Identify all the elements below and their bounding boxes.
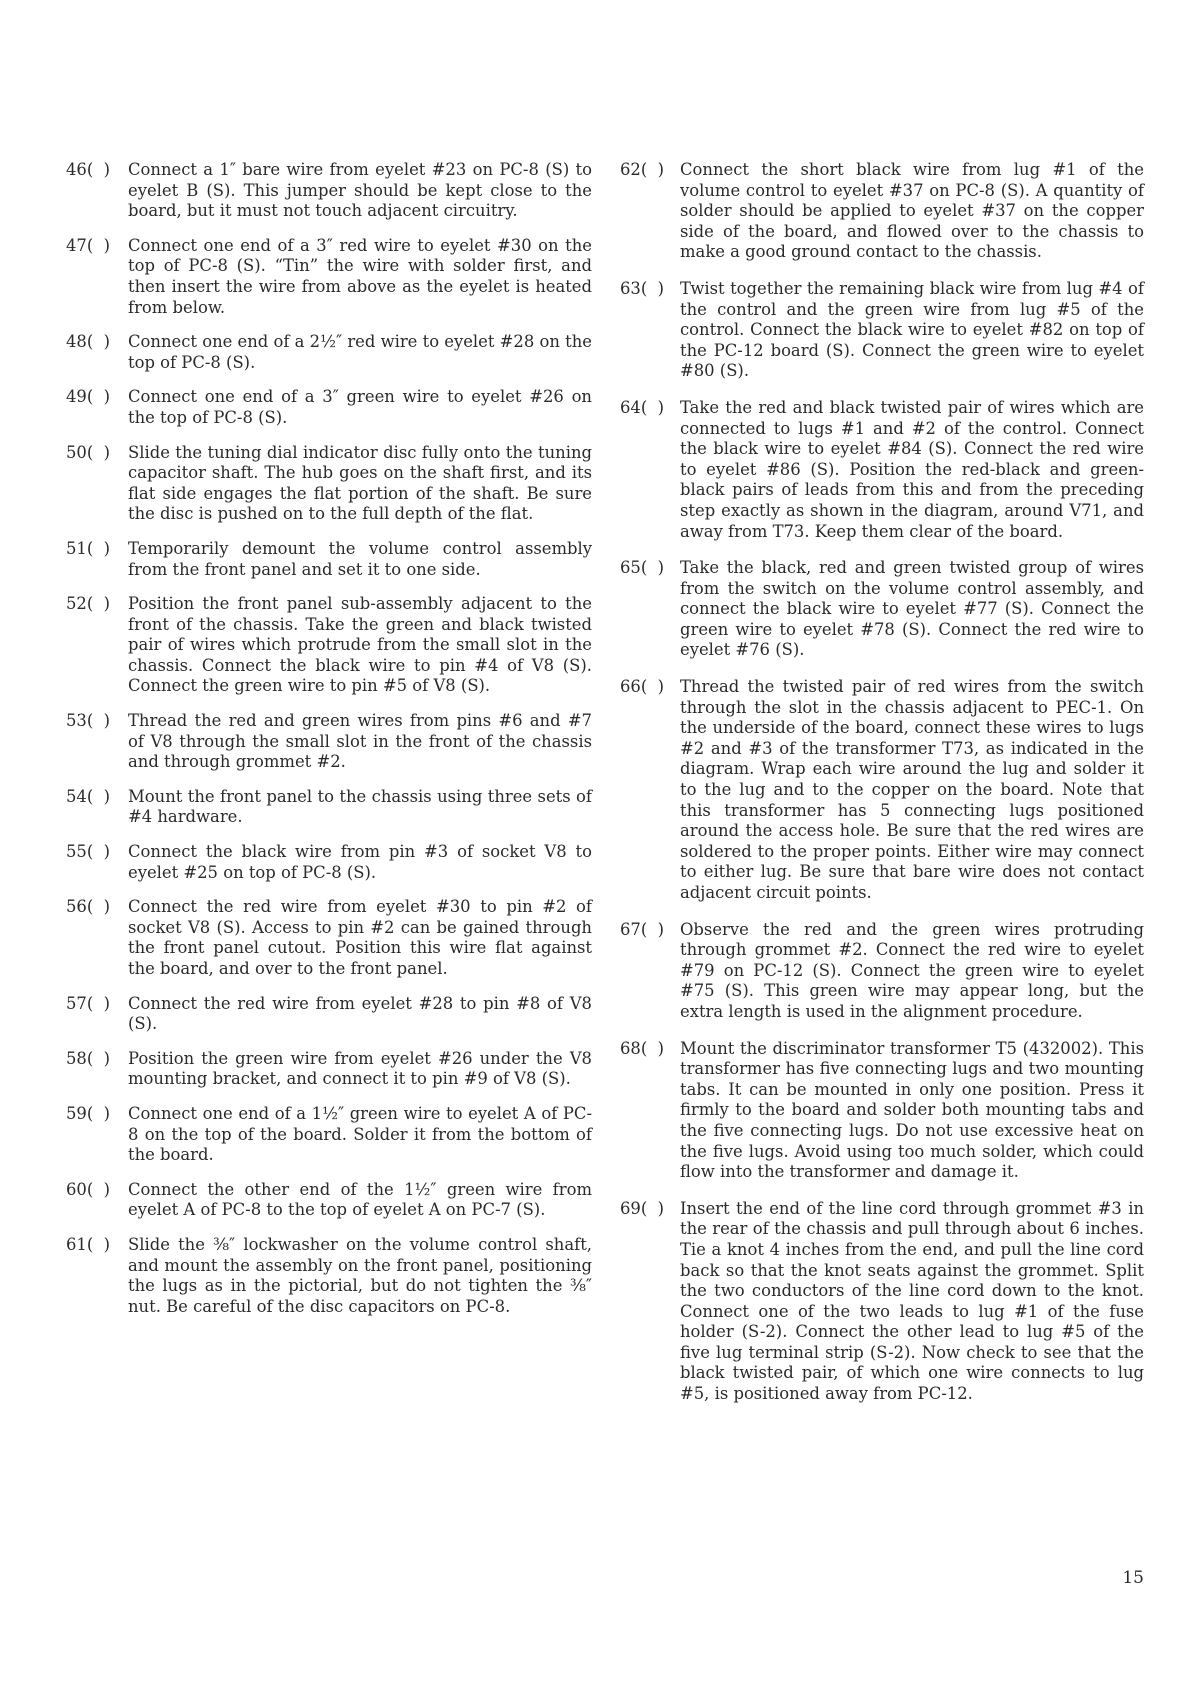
step-item [620, 920, 1144, 1023]
step-item [620, 558, 1144, 661]
step-item [66, 1180, 592, 1221]
step-text: Connect the short black wire from lug #1 of the volume control to eyelet #37 on PC-8 (S). A quantity of solder should be applied to eyelet #37 on the copper side of the board, and flowed over to the chassis to make a good ground contact to the chassis. [680, 160, 1144, 262]
step-item [66, 387, 592, 428]
step-checkbox[interactable]: 67( ) [620, 919, 665, 939]
step-item [66, 1235, 592, 1317]
step-checkbox[interactable]: 46( ) [66, 160, 111, 179]
step-checkbox[interactable]: 53( ) [66, 711, 111, 731]
step-item [66, 897, 592, 979]
step-text: Position the green wire from eyelet #26 under the V8 mounting bracket, and connect it to pin #9 of V8 (S). [128, 1048, 592, 1089]
step-text: Mount the front panel to the chassis using three sets of #4 hardware. [128, 786, 592, 827]
step-item [66, 1104, 592, 1166]
step-item [620, 1039, 1144, 1183]
step-text: Connect one end of a 3″ green wire to eyelet #26 on the top of PC-8 (S). [128, 387, 592, 427]
step-checkbox[interactable]: 54( ) [66, 786, 111, 806]
step-checkbox[interactable]: 51( ) [66, 538, 111, 558]
step-text: Connect a 1″ bare wire from eyelet #23 on PC-8 (S) to eyelet B (S). This jumper should be kept close to the board, but it must not touch adjacent circuitry. [128, 160, 592, 221]
step-text: Connect the red wire from eyelet #28 to pin #8 of V8 (S). [128, 993, 592, 1034]
step-item [66, 711, 592, 773]
step-checkbox[interactable]: 63( ) [620, 278, 665, 298]
step-checkbox[interactable]: 49( ) [66, 387, 111, 407]
step-checkbox[interactable]: 60( ) [66, 1179, 111, 1199]
step-text: Connect one end of a 3″ red wire to eyelet #30 on the top of PC-8 (S). “Tin” the wire with solder first, and then insert the wire from above as the eyelet is heated from below. [128, 235, 592, 317]
step-checkbox[interactable]: 62( ) [620, 160, 665, 179]
step-item [620, 1199, 1144, 1405]
step-text: Connect one end of a 1½″ green wire to eyelet A of PC-8 on the top of the board. Solder it from the bottom of the board. [128, 1103, 592, 1165]
step-checkbox[interactable]: 59( ) [66, 1103, 111, 1123]
step-checkbox[interactable]: 69( ) [620, 1198, 665, 1218]
step-text: Take the black, red and green twisted group of wires from the switch on the volume control assembly, and connect the black wire to eyelet #77 (S). Connect the green wire to eyelet #78 (S). Connect the red wire to eyelet #76 (S). [680, 558, 1144, 660]
step-item [66, 842, 592, 883]
left-column [66, 160, 592, 1317]
step-text: Slide the tuning dial indicator disc fully onto the tuning capacitor shaft. The hub goes on the shaft first, and its flat side engages the flat portion of the shaft. Be sure the disc is pushed on to the full depth of the flat. [128, 442, 592, 524]
step-checkbox[interactable]: 57( ) [66, 993, 111, 1013]
step-item [66, 236, 592, 318]
step-checkbox[interactable]: 56( ) [66, 897, 111, 917]
step-checkbox[interactable]: 55( ) [66, 842, 111, 862]
step-text: Twist together the remaining black wire from lug #4 of the control and the green wire from lug #5 of the control. Connect the black wire to eyelet #82 on top of the PC-12 board (S). Connect the green wire to eyelet #80 (S). [680, 278, 1144, 381]
step-item [66, 160, 592, 222]
step-text: Connect the red wire from eyelet #30 to pin #2 of socket V8 (S). Access to pin #2 can be gained through the front panel cutout. Position this wire flat against the board, and over to the front panel. [128, 897, 592, 978]
step-checkbox[interactable]: 61( ) [66, 1234, 111, 1254]
step-item [66, 539, 592, 580]
right-column [620, 160, 1144, 1405]
step-item [620, 160, 1144, 263]
step-text: Insert the end of the line cord through grommet #3 in the rear of the chassis and pull through about 6 inches. Tie a knot 4 inches from the end, and pull the line cord back so that the knot seats against the grommet. Split the two conductors of the line cord down to the knot. Connect one of the two leads to lug #1 of the fuse holder (S-2). Connect the other lead to lug #5 of the five lug terminal strip (S-2). Now check to see that the black twisted pair, of which one wire connects to lug #5, is positioned away from PC-12. [680, 1198, 1144, 1404]
step-item [66, 594, 592, 697]
page-number: 15 [1122, 1568, 1144, 1588]
step-text: Mount the discriminator transformer T5 (432002). This transformer has five connecting lugs and two mounting tabs. It can be mounted in only one position. Press it firmly to the board and solder both mounting tabs and the five connecting lugs. Do not use excessive heat on the five lugs. Avoid using too much solder, which could flow into the transformer and damage it. [680, 1038, 1144, 1182]
step-text: Position the front panel sub-assembly adjacent to the front of the chassis. Take the green and black twisted pair of wires which protrude from the small slot in the chassis. Connect the black wire to pin #4 of V8 (S). Connect the green wire to pin #5 of V8 (S). [128, 594, 592, 696]
step-item [620, 398, 1144, 542]
step-checkbox[interactable]: 47( ) [66, 235, 111, 255]
step-item [66, 1049, 592, 1090]
step-text: Temporarily demount the volume control assembly from the front panel and set it to one side. [128, 538, 592, 579]
step-checkbox[interactable]: 68( ) [620, 1038, 665, 1058]
step-text: Connect one end of a 2½″ red wire to eyelet #28 on the top of PC-8 (S). [128, 332, 592, 372]
step-checkbox[interactable]: 64( ) [620, 397, 665, 417]
step-checkbox[interactable]: 50( ) [66, 442, 111, 462]
step-item [66, 787, 592, 828]
step-item [620, 279, 1144, 382]
step-text: Thread the twisted pair of red wires from the switch through the slot in the chassis adjacent to PEC-1. On the underside of the board, connect these wires to lugs #2 and #3 of the transformer T73, as indicated in the diagram. Wrap each wire around the lug and solder it to the lug and to the copper on the board. Note that this transformer has 5 connecting lugs positioned around the access hole. Be sure that the red wires are soldered to the proper points. Either wire may connect to either lug. Be sure that bare wire does not contact adjacent circuit points. [680, 677, 1144, 902]
step-text: Connect the other end of the 1½″ green wire from eyelet A of PC-8 to the top of eyelet A on PC-7 (S). [128, 1179, 592, 1220]
step-text: Slide the ⅜″ lockwasher on the volume control shaft, and mount the assembly on the front panel, positioning the lugs as in the pictorial, but do not tighten the ⅜″ nut. Be careful of the disc capacitors on PC-8. [128, 1234, 592, 1316]
step-text: Take the red and black twisted pair of wires which are connected to lugs #1 and #2 of the control. Connect the black wire to eyelet #84 (S). Connect the red wire to eyelet #86 (S). Position the red-black and green-black pairs of leads from this and from the preceding step exactly as shown in the diagram, around V71, and away from T73. Keep them clear of the board. [680, 397, 1144, 541]
step-checkbox[interactable]: 65( ) [620, 558, 665, 578]
step-text: Observe the red and the green wires protruding through grommet #2. Connect the red wire to eyelet #79 on PC-12 (S). Connect the green wire to eyelet #75 (S). This green wire may appear long, but the extra length is used in the alignment procedure. [680, 919, 1144, 1021]
step-text: Thread the red and green wires from pins #6 and #7 of V8 through the small slot in the front of the chassis and through grommet #2. [128, 711, 592, 772]
step-item [620, 677, 1144, 904]
step-item [66, 332, 592, 373]
step-item [66, 443, 592, 525]
step-text: Connect the black wire from pin #3 of socket V8 to eyelet #25 on top of PC-8 (S). [128, 842, 592, 882]
step-checkbox[interactable]: 58( ) [66, 1048, 111, 1068]
step-checkbox[interactable]: 66( ) [620, 677, 665, 697]
step-item [66, 994, 592, 1035]
step-checkbox[interactable]: 48( ) [66, 332, 111, 352]
step-checkbox[interactable]: 52( ) [66, 594, 111, 614]
